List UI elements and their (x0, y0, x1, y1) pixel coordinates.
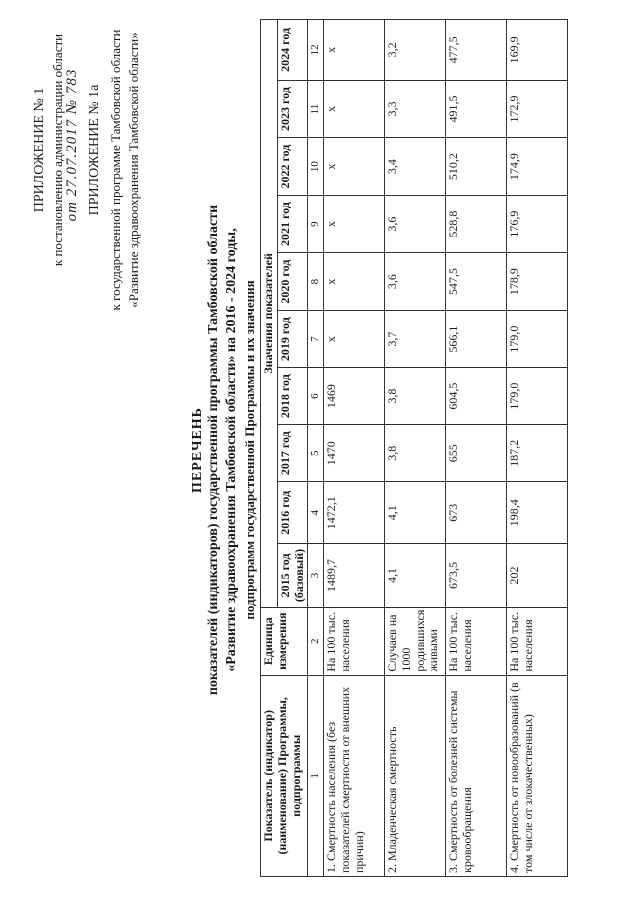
value-cell: 3,3 (385, 80, 446, 138)
header-year: 2022 год (277, 138, 308, 196)
value-cell: 566,1 (446, 310, 507, 368)
indicator-unit: На 100 тыс. населения (324, 607, 385, 675)
header-year: 2015 год (базовый) (277, 544, 308, 608)
header-unit: Единица измерения (261, 607, 308, 675)
value-cell: 178,9 (507, 253, 568, 311)
header-year: 2019 год (277, 310, 308, 368)
value-cell: 169,9 (507, 20, 568, 81)
value-cell: 528,8 (446, 195, 507, 253)
value-cell: х (324, 80, 385, 138)
header-year: 2017 год (277, 424, 308, 482)
column-number: 7 (308, 310, 324, 368)
column-number: 10 (308, 138, 324, 196)
table-row (446, 20, 507, 877)
value-cell: 3,6 (385, 253, 446, 311)
value-cell: 1469 (324, 368, 385, 425)
program-name: «Развитие здравоохранения Тамбовской области» (126, 32, 141, 308)
table-row (507, 20, 568, 877)
indicator-unit: На 100 тыс. населения (507, 607, 568, 675)
header-year: 2018 год (277, 368, 308, 425)
value-cell: 3,6 (385, 195, 446, 253)
document-subtitle-line3: подпрограмм государственной Программы и их значения (242, 280, 257, 620)
header-year: 2021 год (277, 195, 308, 253)
column-number: 8 (308, 253, 324, 311)
header-year: 2020 год (277, 253, 308, 311)
indicator-name: 2. Младенческая смертность (385, 675, 446, 876)
document-subtitle-line2: «Развитие здравоохранения Тамбовской области» на 2016 - 2024 годы, (224, 228, 239, 672)
column-number: 4 (308, 482, 324, 544)
value-cell: 202 (507, 544, 568, 608)
value-cell: 491,5 (446, 80, 507, 138)
indicator-name: 3. Смертность от болезней системы кровообращения (446, 675, 507, 876)
value-cell: х (324, 310, 385, 368)
column-number: 5 (308, 424, 324, 482)
value-cell: 3,8 (385, 424, 446, 482)
appendix-1-heading: ПРИЛОЖЕНИЕ № 1 (32, 87, 47, 213)
value-cell: 604,5 (446, 368, 507, 425)
value-cell: х (324, 253, 385, 311)
header-indicator: Показатель (индикатор) (наименование) Программы, подпрограммы (261, 675, 308, 876)
column-number: 11 (308, 80, 324, 138)
table-row (385, 20, 446, 877)
header-values: Значения показателей (261, 20, 278, 608)
document-subtitle-line1: показателей (индикаторов) государственной программы Тамбовской области (206, 204, 221, 696)
value-cell: 3,8 (385, 368, 446, 425)
column-number: 9 (308, 195, 324, 253)
value-cell: 198,4 (507, 482, 568, 544)
indicators-table (260, 19, 568, 877)
appendix-1a-heading: ПРИЛОЖЕНИЕ № 1а (87, 84, 102, 216)
indicator-unit: На 100 тыс. населения (446, 607, 507, 675)
column-number: 3 (308, 544, 324, 608)
document-title: ПЕРЕЧЕНЬ (190, 407, 205, 493)
value-cell: 172,9 (507, 80, 568, 138)
decree-reference: к постановлению администрации области (50, 33, 65, 267)
value-cell: 477,5 (446, 20, 507, 81)
rotated-document-page (12, 15, 622, 885)
value-cell: 1470 (324, 424, 385, 482)
value-cell: х (324, 138, 385, 196)
column-number-row (308, 20, 324, 877)
value-cell: 174,9 (507, 138, 568, 196)
header-year: 2024 год (277, 20, 308, 81)
indicator-name: 4. Смертность от новообразований (в том числе от злокачественных) (507, 675, 568, 876)
program-reference: к государственной программе Тамбовской области (108, 29, 123, 311)
value-cell: 547,5 (446, 253, 507, 311)
value-cell: 4,1 (385, 482, 446, 544)
value-cell: х (324, 195, 385, 253)
value-cell: 510,2 (446, 138, 507, 196)
column-number: 6 (308, 368, 324, 425)
indicator-unit: Случаев на 1000 родившихся живыми (385, 607, 446, 675)
value-cell: х (324, 20, 385, 81)
value-cell: 179,0 (507, 368, 568, 425)
value-cell: 3,4 (385, 138, 446, 196)
value-cell: 1472,1 (324, 482, 385, 544)
value-cell: 176,9 (507, 195, 568, 253)
value-cell: 673 (446, 482, 507, 544)
header-year: 2023 год (277, 80, 308, 138)
table-row (324, 20, 385, 877)
value-cell: 179,0 (507, 310, 568, 368)
value-cell: 4,1 (385, 544, 446, 608)
handwritten-date: от 27.07.2017 № 783 (64, 68, 80, 222)
column-number: 1 (308, 675, 324, 876)
value-cell: 655 (446, 424, 507, 482)
value-cell: 3,2 (385, 20, 446, 81)
column-number: 12 (308, 20, 324, 81)
value-cell: 1489,7 (324, 544, 385, 608)
indicator-name: 1. Смертность населения (без показателей смертности от внешних причин) (324, 675, 385, 876)
header-year: 2016 год (277, 482, 308, 544)
value-cell: 187,2 (507, 424, 568, 482)
value-cell: 3,7 (385, 310, 446, 368)
column-number: 2 (308, 607, 324, 675)
value-cell: 673,5 (446, 544, 507, 608)
